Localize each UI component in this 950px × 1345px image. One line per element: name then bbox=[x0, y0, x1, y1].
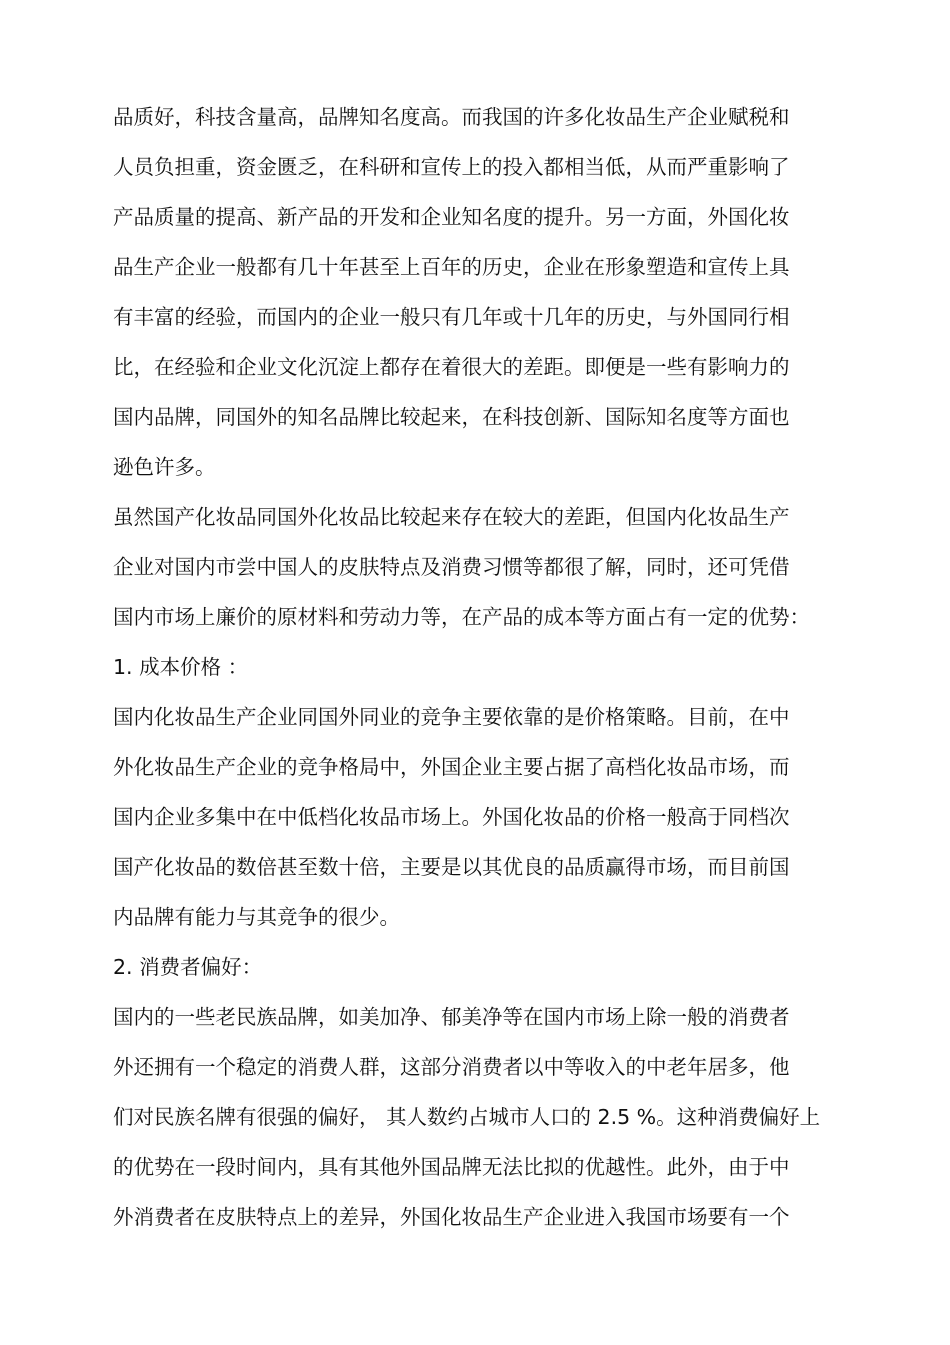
text-line: 外消费者在皮肤特点上的差异，外国化妆品生产企业进入我国市场要有一个 bbox=[113, 1205, 790, 1229]
text-line: 产品质量的提高、新产品的开发和企业知名度的提升。另一方面，外国化妆 bbox=[113, 205, 790, 229]
text-line: 逊色许多。 bbox=[113, 455, 216, 479]
text-line: 国内化妆品生产企业同国外同业的竞争主要依靠的是价格策略。目前，在中 bbox=[113, 705, 790, 729]
text-line: 外还拥有一个稳定的消费人群，这部分消费者以中等收入的中老年居多，他 bbox=[113, 1055, 790, 1079]
section-heading: 2. 消费者偏好： bbox=[113, 955, 263, 979]
text-line: 国产化妆品的数倍甚至数十倍，主要是以其优良的品质赢得市场，而目前国 bbox=[113, 855, 790, 879]
text-line: 们对民族名牌有很强的偏好， 其人数约占城市人口的 2.5 %。这种消费偏好上 bbox=[113, 1105, 821, 1129]
text-line: 人员负担重，资金匮乏，在科研和宣传上的投入都相当低，从而严重影响了 bbox=[113, 155, 790, 179]
text-line: 虽然国产化妆品同国外化妆品比较起来存在较大的差距，但国内化妆品生产 bbox=[113, 505, 790, 529]
text-line: 国内的一些老民族品牌，如美加净、郁美净等在国内市场上除一般的消费者 bbox=[113, 1005, 790, 1029]
text-line: 品质好，科技含量高，品牌知名度高。而我国的许多化妆品生产企业赋税和 bbox=[113, 105, 790, 129]
text-line: 有丰富的经验，而国内的企业一般只有几年或十几年的历史，与外国同行相 bbox=[113, 305, 790, 329]
text-line: 的优势在一段时间内，具有其他外国品牌无法比拟的优越性。此外，由于中 bbox=[113, 1155, 790, 1179]
section-heading: 1. 成本价格 ： bbox=[113, 655, 249, 679]
text-line: 国内市场上廉价的原材料和劳动力等，在产品的成本等方面占有一定的优势： bbox=[113, 605, 810, 629]
text-line: 国内品牌，同国外的知名品牌比较起来，在科技创新、国际知名度等方面也 bbox=[113, 405, 790, 429]
text-line: 内品牌有能力与其竞争的很少。 bbox=[113, 905, 400, 929]
text-line: 比，在经验和企业文化沉淀上都存在着很大的差距。即便是一些有影响力的 bbox=[113, 355, 790, 379]
text-line: 品生产企业一般都有几十年甚至上百年的历史，企业在形象塑造和宣传上具 bbox=[113, 255, 790, 279]
text-line: 企业对国内市尝中国人的皮肤特点及消费习惯等都很了解，同时，还可凭借 bbox=[113, 555, 790, 579]
text-line: 国内企业多集中在中低档化妆品市场上。外国化妆品的价格一般高于同档次 bbox=[113, 805, 790, 829]
text-line: 外化妆品生产企业的竞争格局中，外国企业主要占据了高档化妆品市场，而 bbox=[113, 755, 790, 779]
